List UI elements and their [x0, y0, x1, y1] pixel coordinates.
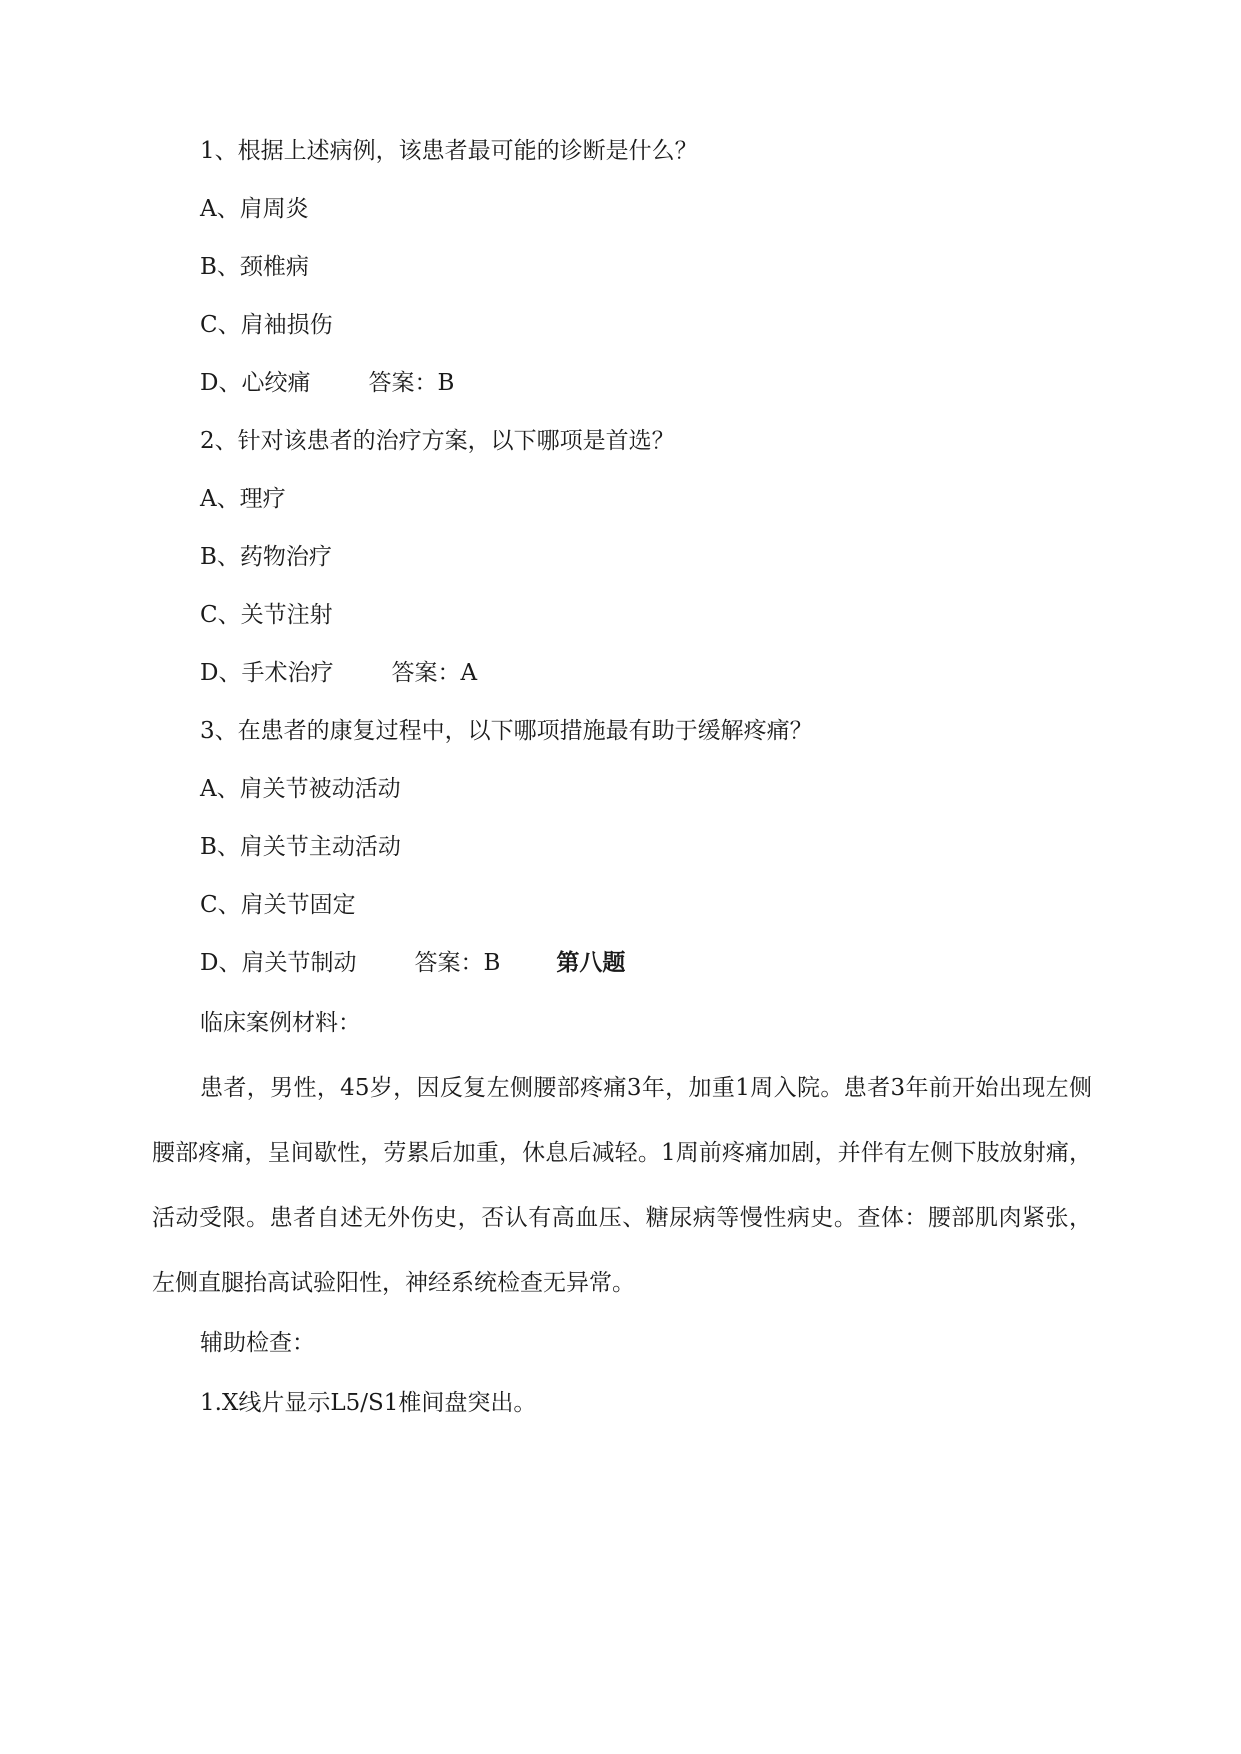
question-3-stem: 3、在患者的康复过程中，以下哪项措施最有助于缓解疼痛？: [200, 718, 813, 744]
case-label: 临床案例材料：: [200, 1010, 361, 1036]
question-2-answer: 答案：A: [391, 660, 478, 686]
question-2-option-d: D、手术治疗: [200, 660, 334, 686]
question-3-option-d: D、肩关节制动: [200, 950, 357, 976]
question-3-option-b: B、肩关节主动活动: [200, 834, 401, 860]
case-paragraph: 患者，男性，45岁，因反复左侧腰部疼痛3年，加重1周入院。患者3年前开始出现左侧腰部疼痛，呈间歇性，劳累后加重，休息后减轻。1周前疼痛加剧，并伴有左侧下肢放射痛，活动受限。患者自述无外伤史，否认有高血压、糖尿病等慢性病史。查体：腰部肌肉紧张，左侧直腿抬高试验阳性，神经系统检查无异常。: [152, 1075, 1092, 1296]
question-2-option-b: B、药物治疗: [200, 544, 332, 570]
aux-exam-item-1: 1.X线片显示L5/S1椎间盘突出。: [200, 1390, 537, 1416]
question-3-option-a: A、肩关节被动活动: [200, 776, 401, 802]
question-1-option-d-row: [200, 368, 454, 398]
question-3-option-d-row: [200, 948, 625, 978]
question-1-option-a: A、肩周炎: [200, 196, 309, 222]
aux-exam-label: 辅助检查：: [200, 1330, 315, 1356]
question-2-option-c: C、关节注射: [200, 602, 333, 628]
section-heading: 第八题: [556, 950, 626, 976]
question-1-stem: 1、根据上述病例，该患者最可能的诊断是什么？: [200, 138, 698, 164]
question-3-answer: 答案：B: [414, 950, 501, 976]
question-1-answer: 答案：B: [368, 370, 455, 396]
question-2-option-a: A、理疗: [200, 486, 286, 512]
question-1-option-c: C、肩袖损伤: [200, 312, 333, 338]
question-2-option-d-row: [200, 658, 477, 688]
question-1-option-b: B、颈椎病: [200, 254, 309, 280]
question-1-option-d: D、心绞痛: [200, 370, 311, 396]
question-2-stem: 2、针对该患者的治疗方案，以下哪项是首选？: [200, 428, 675, 454]
question-3-option-c: C、肩关节固定: [200, 892, 356, 918]
